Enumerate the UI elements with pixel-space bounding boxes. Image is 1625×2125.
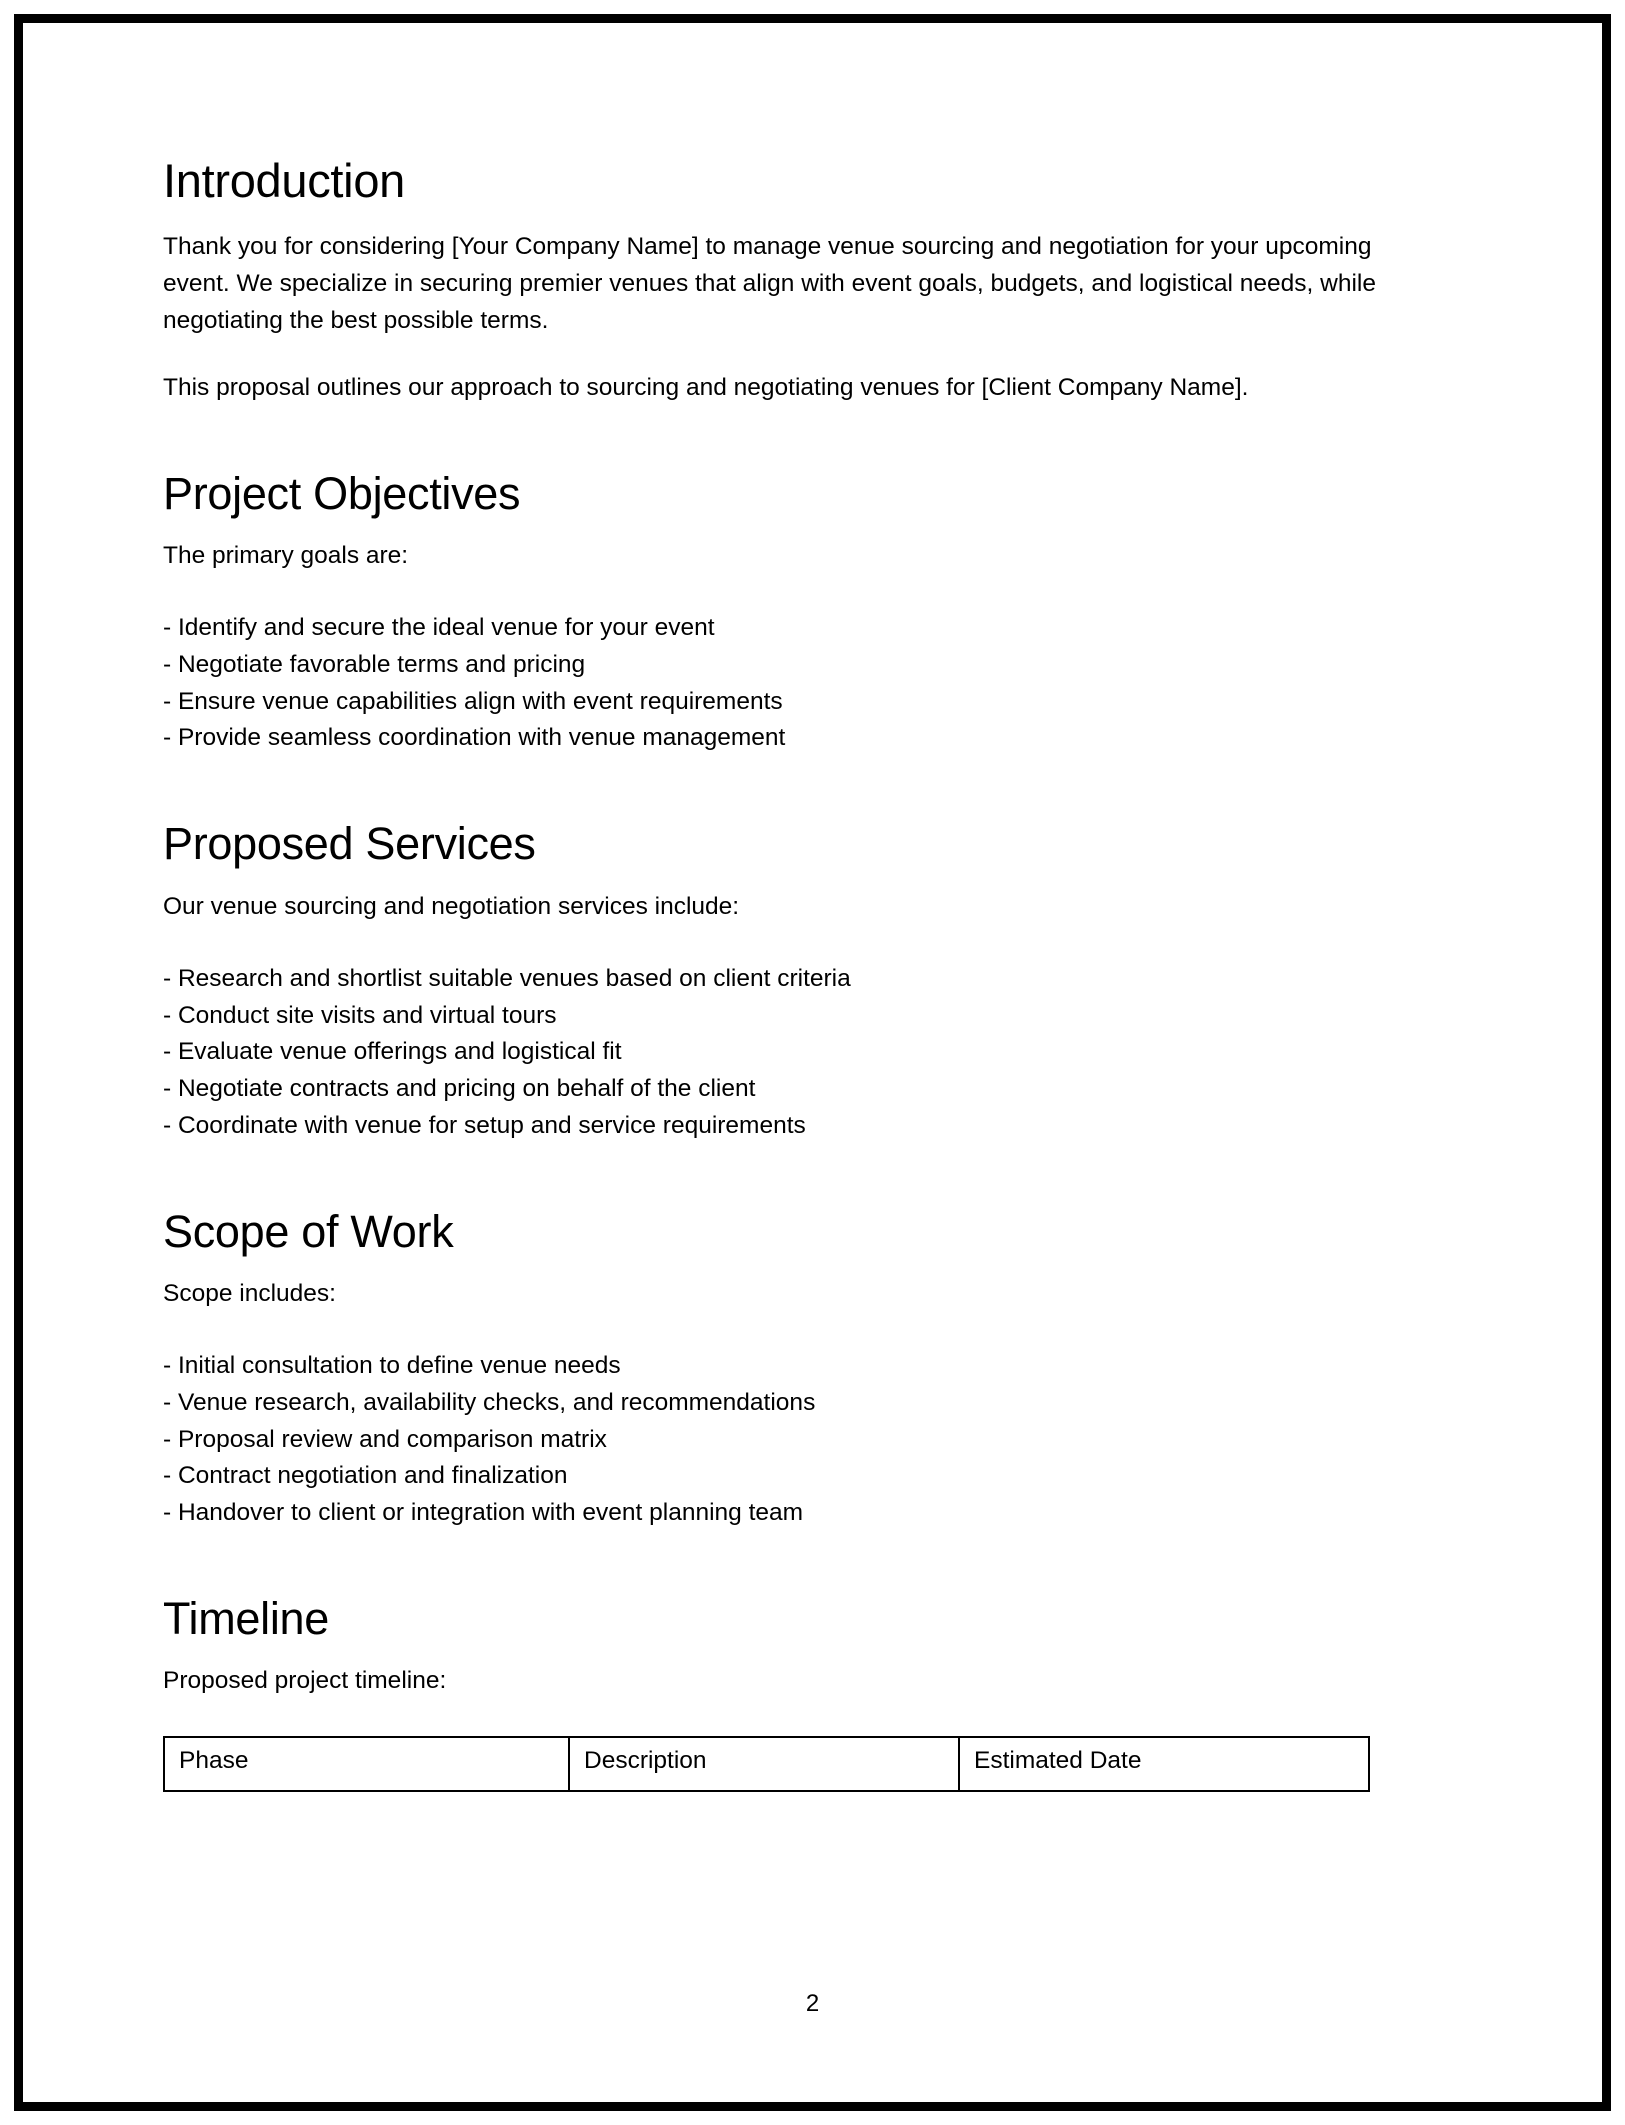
page-inner-border — [21, 21, 1604, 2104]
list-item: - Proposal review and comparison matrix — [163, 1425, 607, 1453]
table-header-row — [164, 1737, 1369, 1791]
spacer — [163, 1145, 1462, 1207]
list-item: - Evaluate venue offerings and logistical fit — [163, 1038, 622, 1066]
spacer — [163, 757, 1462, 819]
list-item: - Conduct site visits and virtual tours — [163, 1001, 557, 1029]
page-number: 2 — [805, 1990, 820, 2017]
list-item: - Research and shortlist suitable venues based on client criteria — [163, 964, 851, 992]
spacer — [163, 407, 1462, 469]
project-objectives-lead: The primary goals are: — [163, 541, 409, 569]
timeline-lead: Proposed project timeline: — [163, 1667, 447, 1695]
list-item: - Coordinate with venue for setup and service requirements — [163, 1111, 806, 1139]
list-item: - Negotiate favorable terms and pricing — [163, 650, 586, 678]
heading-timeline: Timeline — [163, 1592, 329, 1644]
timeline-table — [163, 1736, 1370, 1792]
proposed-services-list — [163, 961, 1462, 1145]
list-item: - Handover to client or integration with event planning team — [163, 1499, 804, 1527]
scope-of-work-list — [163, 1348, 1462, 1532]
column-header-description: Description — [569, 1737, 959, 1791]
list-item: - Initial consultation to define venue needs — [163, 1352, 621, 1380]
document-content — [23, 23, 1602, 1792]
list-item: - Venue research, availability checks, and recommendations — [163, 1388, 816, 1416]
list-item: - Contract negotiation and finalization — [163, 1462, 568, 1490]
column-header-phase: Phase — [164, 1737, 569, 1791]
list-item: - Negotiate contracts and pricing on behalf of the client — [163, 1075, 756, 1103]
project-objectives-list — [163, 610, 1462, 757]
timeline-table-head — [164, 1737, 1369, 1791]
heading-proposed-services: Proposed Services — [163, 818, 536, 870]
list-item: - Ensure venue capabilities align with event requirements — [163, 687, 783, 715]
heading-project-objectives: Project Objectives — [163, 467, 521, 519]
introduction-paragraph-1: Thank you for considering [Your Company Name] to manage venue sourcing and negotiation for your upcoming event. We specialize in securing premier venues that align with event goals, budgets, and logistical needs, while negotiating the best possible terms. — [163, 232, 1376, 335]
column-header-estimated-date: Estimated Date — [959, 1737, 1369, 1791]
spacer — [163, 1532, 1462, 1594]
heading-scope-of-work: Scope of Work — [163, 1205, 454, 1257]
list-item: - Provide seamless coordination with venue management — [163, 724, 786, 752]
list-item: - Identify and secure the ideal venue for your event — [163, 614, 715, 642]
scope-of-work-lead: Scope includes: — [163, 1279, 336, 1307]
heading-introduction: Introduction — [163, 154, 406, 207]
introduction-paragraph-2: This proposal outlines our approach to sourcing and negotiating venues for [Client Company Name]. — [163, 374, 1249, 402]
proposed-services-lead: Our venue sourcing and negotiation services include: — [163, 892, 740, 920]
